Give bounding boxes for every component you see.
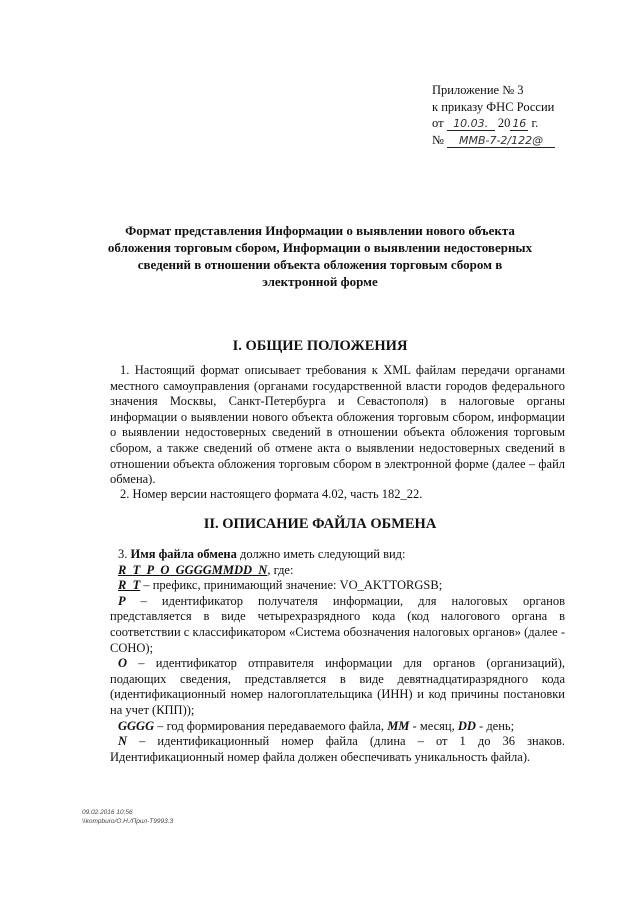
gggg-text: – год формирования передаваемого файла, — [154, 718, 388, 733]
rt-definition — [110, 578, 565, 594]
dd-key: DD — [457, 718, 476, 733]
appendix-header — [432, 82, 632, 148]
o-text: – идентификатор отправителя информации для органов (организаций), подающих сведения, представляется в виде девятнадцатиразрядного кода (идентификационный номер налогоплательщика (ИНН) и код причины постановки на учет (КПП)); — [110, 656, 565, 717]
section-2-body — [110, 547, 565, 765]
p-key: P — [118, 593, 126, 608]
appendix-title: Приложение № 3 — [432, 83, 524, 97]
section-1-paragraph-2: 2. Номер версии настоящего формата 4.02, часть 182_22. — [120, 487, 423, 501]
item-3-line — [110, 547, 565, 563]
mm-key: MM — [387, 718, 410, 733]
appendix-date-line — [432, 115, 632, 132]
item-number: 3. — [118, 547, 128, 561]
handwritten-order-number: ММВ-7-2/122@ — [447, 134, 555, 148]
file-name-pattern-line — [110, 563, 565, 579]
rt-text: – префикс, принимающий значение: VO_AKTTORGSB; — [140, 578, 443, 593]
section-1-paragraph-1: 1. Настоящий формат описывает требования к XML файлам передачи органами местного самоуправления (органами государственной власти городов федерального значения Москвы, Санкт-Петербурга и Севастополя) в налоговые органы информации о выявлении нового объекта обложения торговым сбором, информации о выявлении недостоверных сведений в отношении объекта обложения торговым сбором, а также сведений об отмене акта о выявлении недостоверных сведений в отношении объекта обложения торговым сбором в электронной форме (далее – файл обмена). — [110, 363, 565, 487]
footer-file-path: \\kompburo/О.Н./Прил-Т9993.3 — [82, 818, 174, 825]
mm-text: - месяц, — [409, 718, 458, 733]
year-suffix: г. — [531, 116, 539, 130]
footer-metadata — [82, 808, 173, 826]
footer-timestamp: 09.02.2016 10:56 — [82, 809, 133, 816]
number-prefix: № — [432, 132, 444, 147]
n-text: – идентификационный номер файла (длина – от 1 до 36 знаков. Идентификационный номер файла должен обеспечивать уникальность файла). — [110, 734, 565, 764]
item-3-text: должно иметь следующий вид: — [236, 547, 406, 561]
year-prefix: 20 — [497, 116, 511, 130]
gggg-key: GGGG — [118, 718, 155, 733]
p-definition — [110, 594, 565, 656]
n-definition — [110, 734, 565, 765]
pattern-suffix: , где: — [267, 562, 294, 577]
dd-text: - день; — [475, 718, 515, 733]
file-name-pattern: R_T_P_O_GGGGMMDD_N — [118, 562, 268, 577]
p-text: – идентификатор получателя информации, для налоговых органов представляется в виде четырехразрядного кода (код налогового органа в соответствии с классификатором «Система обозначения налоговых органов» (далее - СОНО); — [110, 593, 565, 655]
o-definition — [110, 656, 565, 718]
section-2-heading: II. ОПИСАНИЕ ФАЙЛА ОБМЕНА — [203, 516, 437, 532]
document-title: Формат представления Информации о выявлении нового объекта обложения торговым сбором, Информации о выявлении недостоверных сведений в отношении объекта обложения торговым сбором в электронной форме — [107, 223, 533, 289]
rt-key: R_T — [118, 578, 141, 593]
o-key: O — [118, 656, 128, 671]
section-1-heading: I. ОБЩИЕ ПОЛОЖЕНИЯ — [232, 338, 408, 354]
handwritten-year: 16 — [512, 117, 527, 130]
appendix-order-ref: к приказу ФНС России — [432, 99, 555, 114]
date-definition — [110, 719, 565, 735]
appendix-number-line — [432, 132, 632, 149]
item-3-term: Имя файла обмена — [130, 547, 237, 561]
date-prefix: от — [432, 116, 444, 130]
n-key: N — [118, 734, 128, 749]
handwritten-date: 10.03. — [447, 117, 495, 131]
